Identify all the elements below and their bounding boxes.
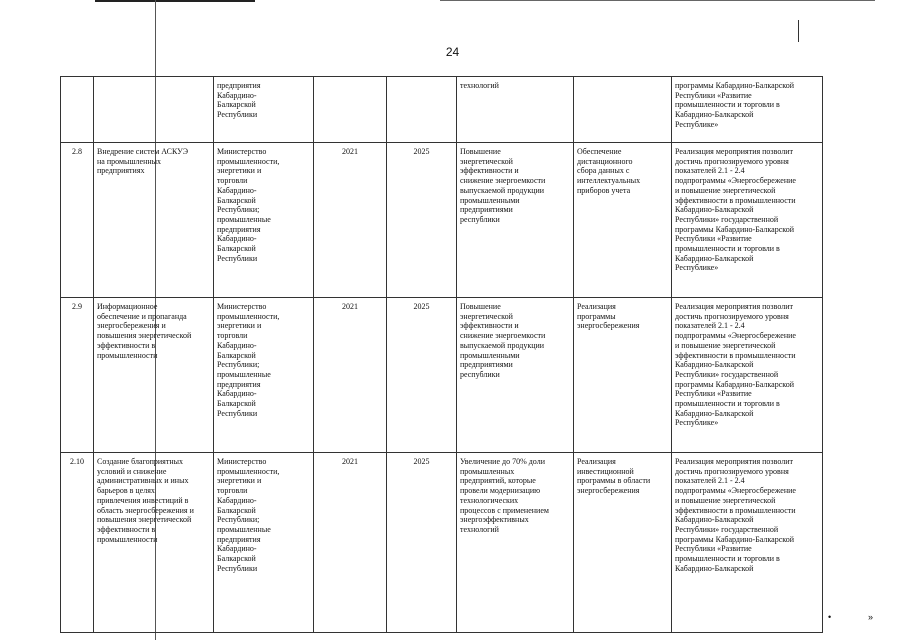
start-year-cell	[314, 77, 387, 143]
measure-name-cell: Информационное обеспечение и пропаганда энергосбережения и повышения энергетической эффективности в промышленности	[94, 298, 214, 453]
expected-result-cell: Повышение энергетической эффективности и снижение энергоемкости выпускаемой продукции промышленными предприятиями республики	[457, 298, 574, 453]
row-number-cell: 2.8	[61, 143, 94, 298]
top-rule-left	[95, 0, 255, 2]
relation-to-program-cell: Реализация мероприятия позволит достичь прогнозируемого уровня показателей 2.1 - 2.4 подпрограммы «Энергосбережение и повышение энергетической эффективности в промышленности Кабардино-Балкарской Республики» государственной программы Кабардино-Балкарской Республики «Развитие промышленности и торговли в Кабардино-Балкарской Республике»	[672, 143, 823, 298]
table-row	[61, 77, 823, 143]
end-year-cell: 2025	[387, 298, 457, 453]
relation-to-program-cell: Реализация мероприятия позволит достичь прогнозируемого уровня показателей 2.1 - 2.4 подпрограммы «Энергосбережение и повышение энергетической эффективности в промышленности Кабардино-Балкарской Республики» государственной программы Кабардино-Балкарской Республики «Развитие промышленности и торговли в Кабардино-Балкарской Республике»	[672, 298, 823, 453]
start-year-cell: 2021	[314, 143, 387, 298]
measures-table	[60, 76, 823, 633]
measure-name-cell: Внедрение систем АСКУЭ на промышленных предприятиях	[94, 143, 214, 298]
executor-cell: предприятия Кабардино- Балкарской Республики	[214, 77, 314, 143]
measure-name-cell	[94, 77, 214, 143]
page-number: 24	[445, 45, 460, 59]
start-year-cell: 2021	[314, 298, 387, 453]
end-year-cell: 2025	[387, 143, 457, 298]
indicator-cell: Обеспечение дистанционного сбора данных с интеллектуальных приборов учета	[574, 143, 672, 298]
executor-cell: Министерство промышленности, энергетики и торговли Кабардино- Балкарской Республики; промышленные предприятия Кабардино- Балкарской Республики	[214, 143, 314, 298]
executor-cell: Министерство промышленности, энергетики и торговли Кабардино- Балкарской Республики; промышленные предприятия Кабардино- Балкарской Республики	[214, 298, 314, 453]
row-number-cell: 2.9	[61, 298, 94, 453]
table-row	[61, 298, 823, 453]
relation-to-program-cell: Реализация мероприятия позволит достичь прогнозируемого уровня показателей 2.1 - 2.4 подпрограммы «Энергосбережение и повышение энергетической эффективности в промышленности Кабардино-Балкарской Республики» государственной программы Кабардино-Балкарской Республики «Развитие промышленности и торговли в Кабардино-Балкарской	[672, 453, 823, 633]
margin-tick	[798, 20, 799, 42]
expected-result-cell: Повышение энергетической эффективности и снижение энергоемкости выпускаемой продукции промышленными предприятиями республики	[457, 143, 574, 298]
scan-mark-2: »	[868, 612, 874, 622]
top-rule-right	[440, 0, 875, 1]
end-year-cell	[387, 77, 457, 143]
table-row	[61, 453, 823, 633]
indicator-cell	[574, 77, 672, 143]
scan-mark-1: •	[828, 612, 832, 622]
start-year-cell: 2021	[314, 453, 387, 633]
executor-cell: Министерство промышленности, энергетики и торговли Кабардино- Балкарской Республики; промышленные предприятия Кабардино- Балкарской Республики	[214, 453, 314, 633]
row-number-cell	[61, 77, 94, 143]
relation-to-program-cell: программы Кабардино-Балкарской Республики «Развитие промышленности и торговли в Кабардино-Балкарской Республике»	[672, 77, 823, 143]
table-row	[61, 143, 823, 298]
indicator-cell: Реализация программы энергосбережения	[574, 298, 672, 453]
expected-result-cell: Увеличение до 70% доли промышленных предприятий, которые провели модернизацию технологических процессов с применением энергоэффективных технологий	[457, 453, 574, 633]
expected-result-cell: технологий	[457, 77, 574, 143]
end-year-cell: 2025	[387, 453, 457, 633]
row-number-cell: 2.10	[61, 453, 94, 633]
measure-name-cell: Создание благоприятных условий и снижение административных и иных барьеров в целях привлечения инвестиций в область энергосбережения и повышения энергетической эффективности в промышленности	[94, 453, 214, 633]
indicator-cell: Реализация инвестиционной программы в области энергосбережения	[574, 453, 672, 633]
